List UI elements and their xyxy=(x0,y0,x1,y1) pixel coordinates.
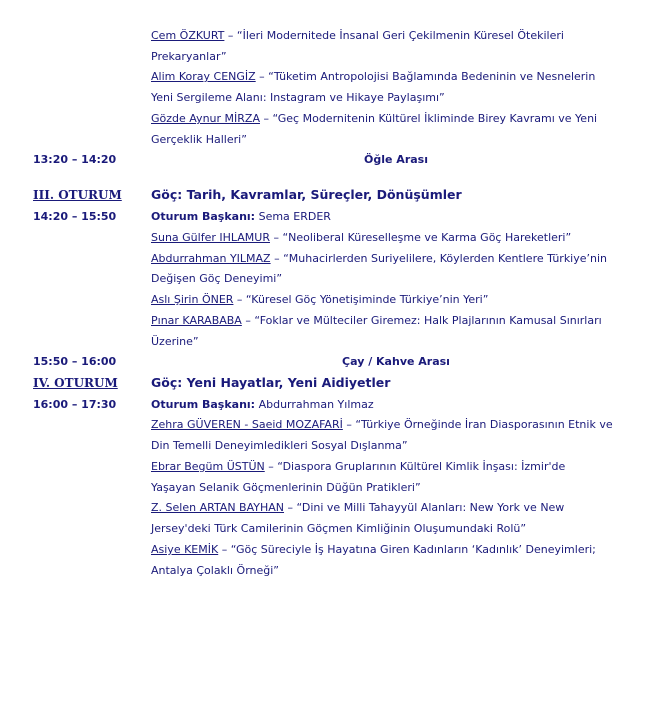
paper-title-cont: Üzerine” xyxy=(151,335,199,348)
paper-title: – “Geç Modernitenin Kültürel İkliminde Birey Kavramı ve Yeni xyxy=(259,112,598,125)
paper-title-cont: Değişen Göç Deneyimi” xyxy=(151,272,283,285)
paper-entry xyxy=(151,460,643,474)
chair-label: Oturum Başkanı: xyxy=(151,210,256,223)
paper-entry xyxy=(151,252,643,266)
session-4-heading: IV. OTURUM xyxy=(33,376,118,390)
paper-title-cont: Din Temelli Deneyimledikleri Sosyal Dışlanma” xyxy=(151,439,408,452)
paper-entry xyxy=(151,314,643,328)
paper-entry xyxy=(151,29,643,43)
chair-name: Sema ERDER xyxy=(255,210,331,223)
paper-title: – “Neoliberal Küreselleşme ve Karma Göç Hareketleri” xyxy=(269,231,572,244)
paper-title: – “İleri Modernitede İnsanal Geri Çekilmenin Küresel Ötekileri xyxy=(224,29,564,42)
coffee-time: 15:50 – 16:00 xyxy=(33,355,117,368)
paper-author: Abdurrahman YILMAZ xyxy=(151,252,271,265)
paper-title-cont: Antalya Çolaklı Örneği” xyxy=(151,564,280,577)
chair-label: Oturum Başkanı: xyxy=(151,398,256,411)
paper-author: Pınar KARABABA xyxy=(151,314,242,327)
paper-entry xyxy=(151,293,643,307)
paper-entry xyxy=(151,418,643,432)
coffee-break-label: Çay / Kahve Arası xyxy=(342,355,450,368)
paper-entry xyxy=(151,112,643,126)
paper-author: Aslı Şirin ÖNER xyxy=(151,293,234,306)
paper-title: – “Foklar ve Mülteciler Giremez: Halk Plajlarının Kamusal Sınırları xyxy=(241,314,602,327)
paper-author: Asiye KEMİK xyxy=(151,543,219,556)
paper-title: – “Diaspora Gruplarının Kültürel Kimlik İnşası: İzmir'de xyxy=(264,460,566,473)
session-4-title: Göç: Yeni Hayatlar, Yeni Aidiyetler xyxy=(151,375,391,390)
lunch-break-label: Öğle Arası xyxy=(364,153,428,166)
paper-title-cont: Yeni Sergileme Alanı: Instagram ve Hikaye Paylaşımı” xyxy=(151,91,445,104)
chair-name: Abdurrahman Yılmaz xyxy=(255,398,374,411)
paper-author: Ebrar Begüm ÜSTÜN xyxy=(151,460,265,473)
paper-author: Zehra GÜVEREN - Saeid MOZAFARİ xyxy=(151,418,343,431)
paper-title: – “Türkiye Örneğinde İran Diasporasının Etnik ve xyxy=(342,418,613,431)
session-3-time: 14:20 – 15:50 xyxy=(33,210,117,223)
paper-title-cont: Yaşayan Selanik Göçmenlerinin Düğün Pratikleri” xyxy=(151,481,421,494)
session-4-chair xyxy=(151,398,643,412)
paper-entry xyxy=(151,543,643,557)
paper-entry xyxy=(151,231,643,245)
paper-author: Gözde Aynur MİRZA xyxy=(151,112,260,125)
paper-title: – “Tüketim Antropolojisi Bağlamında Bedeninin ve Nesnelerin xyxy=(255,70,596,83)
paper-entry xyxy=(151,501,643,515)
paper-title: – “Göç Süreciyle İş Hayatına Giren Kadınların ‘Kadınlık’ Deneyimleri; xyxy=(218,543,596,556)
session-3-heading: III. OTURUM xyxy=(33,188,122,202)
paper-title-cont: Gerçeklik Halleri” xyxy=(151,133,247,146)
paper-title-cont: Jersey'deki Türk Camilerinin Göçmen Kimliğinin Oluşumundaki Rolü” xyxy=(151,522,527,535)
paper-author: Z. Selen ARTAN BAYHAN xyxy=(151,501,285,514)
paper-author: Cem ÖZKURT xyxy=(151,29,225,42)
paper-author: Alim Koray CENGİZ xyxy=(151,70,256,83)
paper-entry xyxy=(151,70,643,84)
paper-title: – “Muhacirlerden Suriyelilere, Köylerden Kentlere Türkiye’nin xyxy=(270,252,608,265)
session-3-chair xyxy=(151,210,643,224)
paper-title-cont: Prekaryanlar” xyxy=(151,50,227,63)
session-3-title: Göç: Tarih, Kavramlar, Süreçler, Dönüşümler xyxy=(151,187,462,202)
paper-title: – “Küresel Göç Yönetişiminde Türkiye’nin Yeri” xyxy=(233,293,489,306)
session-4-time: 16:00 – 17:30 xyxy=(33,398,117,411)
lunch-time: 13:20 – 14:20 xyxy=(33,153,117,166)
paper-author: Suna Gülfer IHLAMUR xyxy=(151,231,270,244)
paper-title: – “Dini ve Milli Tahayyül Alanları: New York ve New xyxy=(284,501,565,514)
